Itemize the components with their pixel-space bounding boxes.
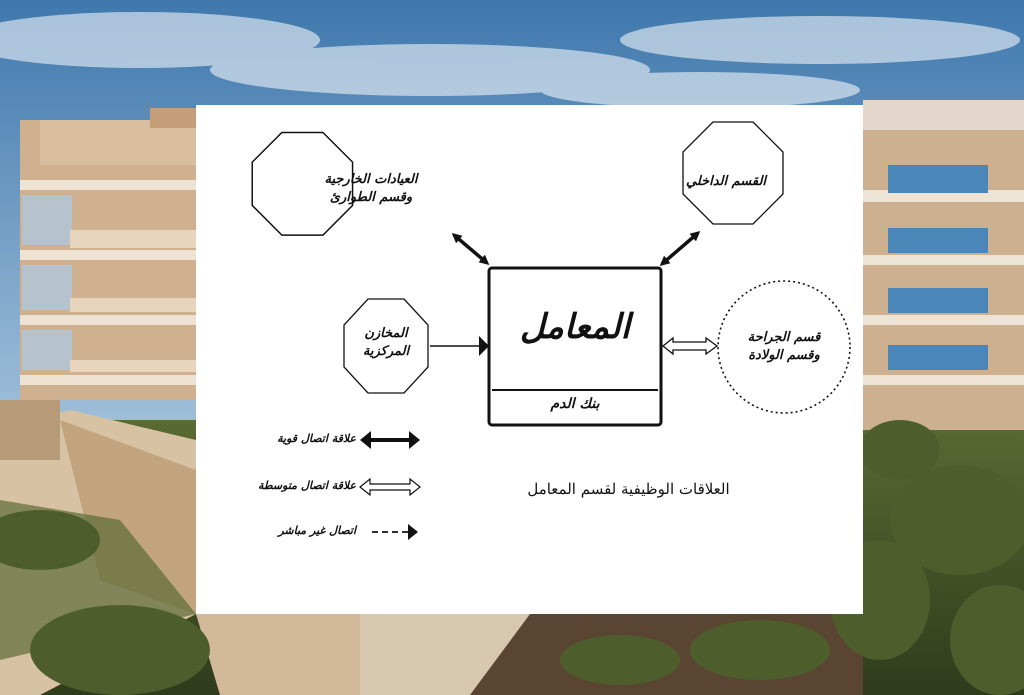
left-building [20,108,196,400]
legend-medium-label: علاقة اتصال متوسطة [258,479,356,492]
legend-indirect-label: اتصال غير مباشر [278,524,356,537]
legend-indirect-symbol [372,524,418,540]
center-subtitle: بنك الدم [550,396,600,412]
surgery-node-label: قسم الجراحة وقسم الولادة [747,330,821,363]
legend-strong-label: علاقة اتصال قوية [277,432,356,445]
diagram-panel [196,105,863,614]
strong-connector-right [662,233,698,264]
legend-medium-symbol [360,479,420,495]
outpatient-node-label: العيادات الخارجية وقسم الطوارئ [324,172,418,205]
right-building [863,100,1024,430]
stores-node-label: المخازن المركزية [362,326,410,359]
diagram-caption: العلاقات الوظيفية لقسم المعامل [527,480,730,498]
strong-connector-left [454,235,487,263]
medium-connector [663,338,717,354]
internal-node-label: القسم الداخلي [685,174,767,189]
center-title: المعامل [519,307,631,347]
legend-strong-symbol [360,431,420,449]
